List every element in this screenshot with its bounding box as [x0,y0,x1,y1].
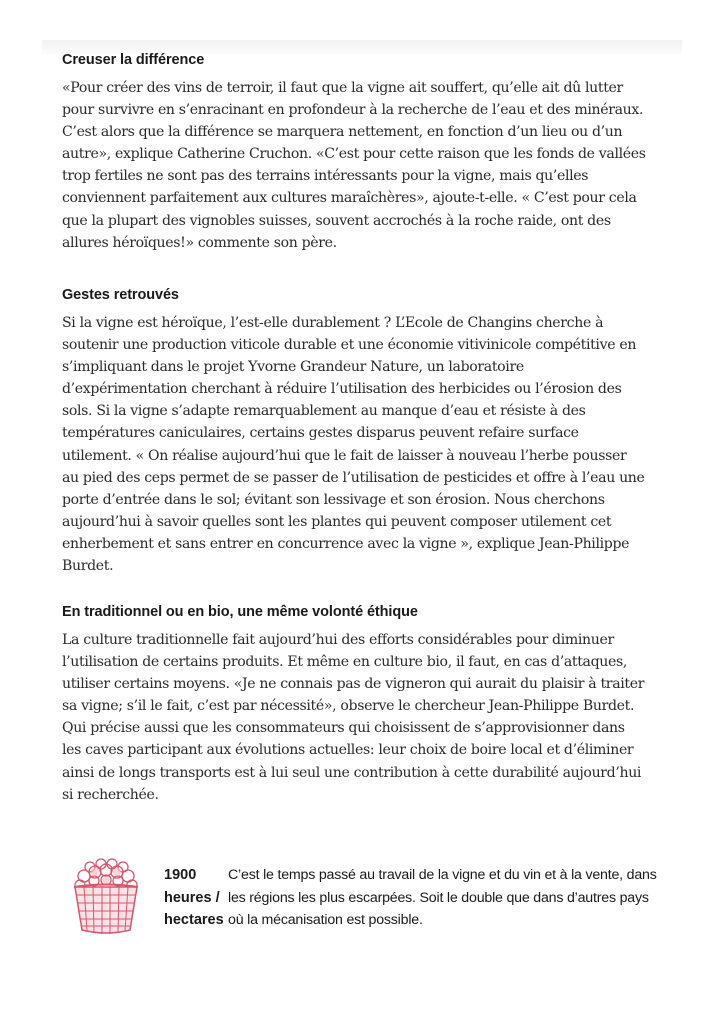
text-line: C’est alors que la différence se marquera nettement, en fonction d’un lieu ou d’un [62,124,623,141]
section-heading: En traditionnel ou en bio, une même volonté éthique [62,604,418,620]
text-line: «Pour créer des vins de terroir, il faut que la vigne ait souffert, qu’elle ait dû lutter [62,80,623,96]
fact-number-line: heures / [164,889,220,906]
section-body [62,77,677,254]
text-line: au pied des ceps permet de se passer de l’utilisation de pesticides et offre à l’eau une [62,469,645,486]
fact-text-line: où la mécanisation est possible. [228,912,423,928]
text-line: sa vigne; s’il le fait, c’est par nécessité», observe le chercheur Jean-Philippe Burdet. [62,698,635,715]
grape-basket-icon [70,858,142,938]
text-line: trop fertiles ne sont pas des terrains intéressants pour la vigne, mais qu’elles [62,168,589,185]
text-line: s’impliquant dans le projet Yvorne Grandeur Nature, un laboratoire [62,359,524,376]
section-heading: Creuser la différence [62,52,205,68]
text-line: allures héroïques!» commente son père. [62,234,337,251]
section-tradition [62,604,677,806]
text-line: si recherchée. [62,786,159,803]
section-creuser [62,52,677,254]
text-line: pour survivre en s’enracinant en profondeur à la recherche de l’eau et des minéraux. [62,102,644,119]
text-line: conviennent parfaitement aux cultures maraîchères», ajoute-t-elle. « C’est pour cela [62,190,637,207]
fact-number-line: 1900 [164,867,197,883]
text-line: porte d’entrée dans le sol; évitant son lessivage et son érosion. Nous cherchons [62,491,605,508]
text-line: utiliser certains moyens. «Je ne connais pas de vigneron qui aurait du plaisir à traiter [62,676,645,693]
fact-number-line: hectares [164,912,224,928]
text-line: Si la vigne est héroïque, l’est-elle durablement ? L’Ecole de Changins cherche à [62,315,604,331]
text-line: ainsi de longs transports est à lui seul une contribution à cette durabilité aujourd’hui [62,764,642,781]
fact-text-line: les régions les plus escarpées. Soit le double que dans d’autres pays [228,889,649,906]
text-line: utilement. « On réalise aujourd’hui que le fait de laisser à nouveau l’herbe pousser [62,447,627,464]
fact-description [228,864,678,932]
fact-box [70,858,690,948]
text-line: aujourd’hui à savoir quelles sont les plantes qui peuvent composer utilement cet [62,513,612,530]
text-line: sols. Si la vigne s’adapte remarquablement au manque d’eau et résiste à des [62,403,586,420]
section-heading: Gestes retrouvés [62,287,179,303]
text-line: soutenir une production viticole durable et une économie vitivinicole compétitive en [62,337,637,354]
section-gestes [62,287,677,577]
text-line: les caves participant aux évolutions actuelles: leur choix de boire local et d’éliminer [62,742,634,759]
section-body [62,312,677,577]
text-line: Qui précise aussi que les consommateurs qui choisissent de s’approvisionner dans [62,720,625,737]
text-line: l’utilisation de certains produits. Et même en culture bio, il faut, en cas d’attaques, [62,654,628,671]
text-line: Burdet. [62,558,114,575]
text-line: que la plupart des vignobles suisses, souvent accrochés à la roche raide, ont des [62,212,611,229]
fact-text-line: C’est le temps passé au travail de la vigne et du vin et à la vente, dans [228,867,657,883]
section-body [62,629,677,806]
text-line: températures caniculaires, certains gestes disparus peuvent refaire surface [62,425,579,442]
text-line: autre», explique Catherine Cruchon. «C’est pour cette raison que les fonds de vallées [62,146,646,163]
text-line: La culture traditionnelle fait aujourd’hui des efforts considérables pour diminuer [62,632,614,648]
fact-number [164,864,230,932]
text-line: d’expérimentation cherchant à réduire l’utilisation des herbicides ou l’érosion des [62,381,622,398]
text-line: enherbement et sans entrer en concurrence avec la vigne », explique Jean-Philippe [62,535,630,552]
